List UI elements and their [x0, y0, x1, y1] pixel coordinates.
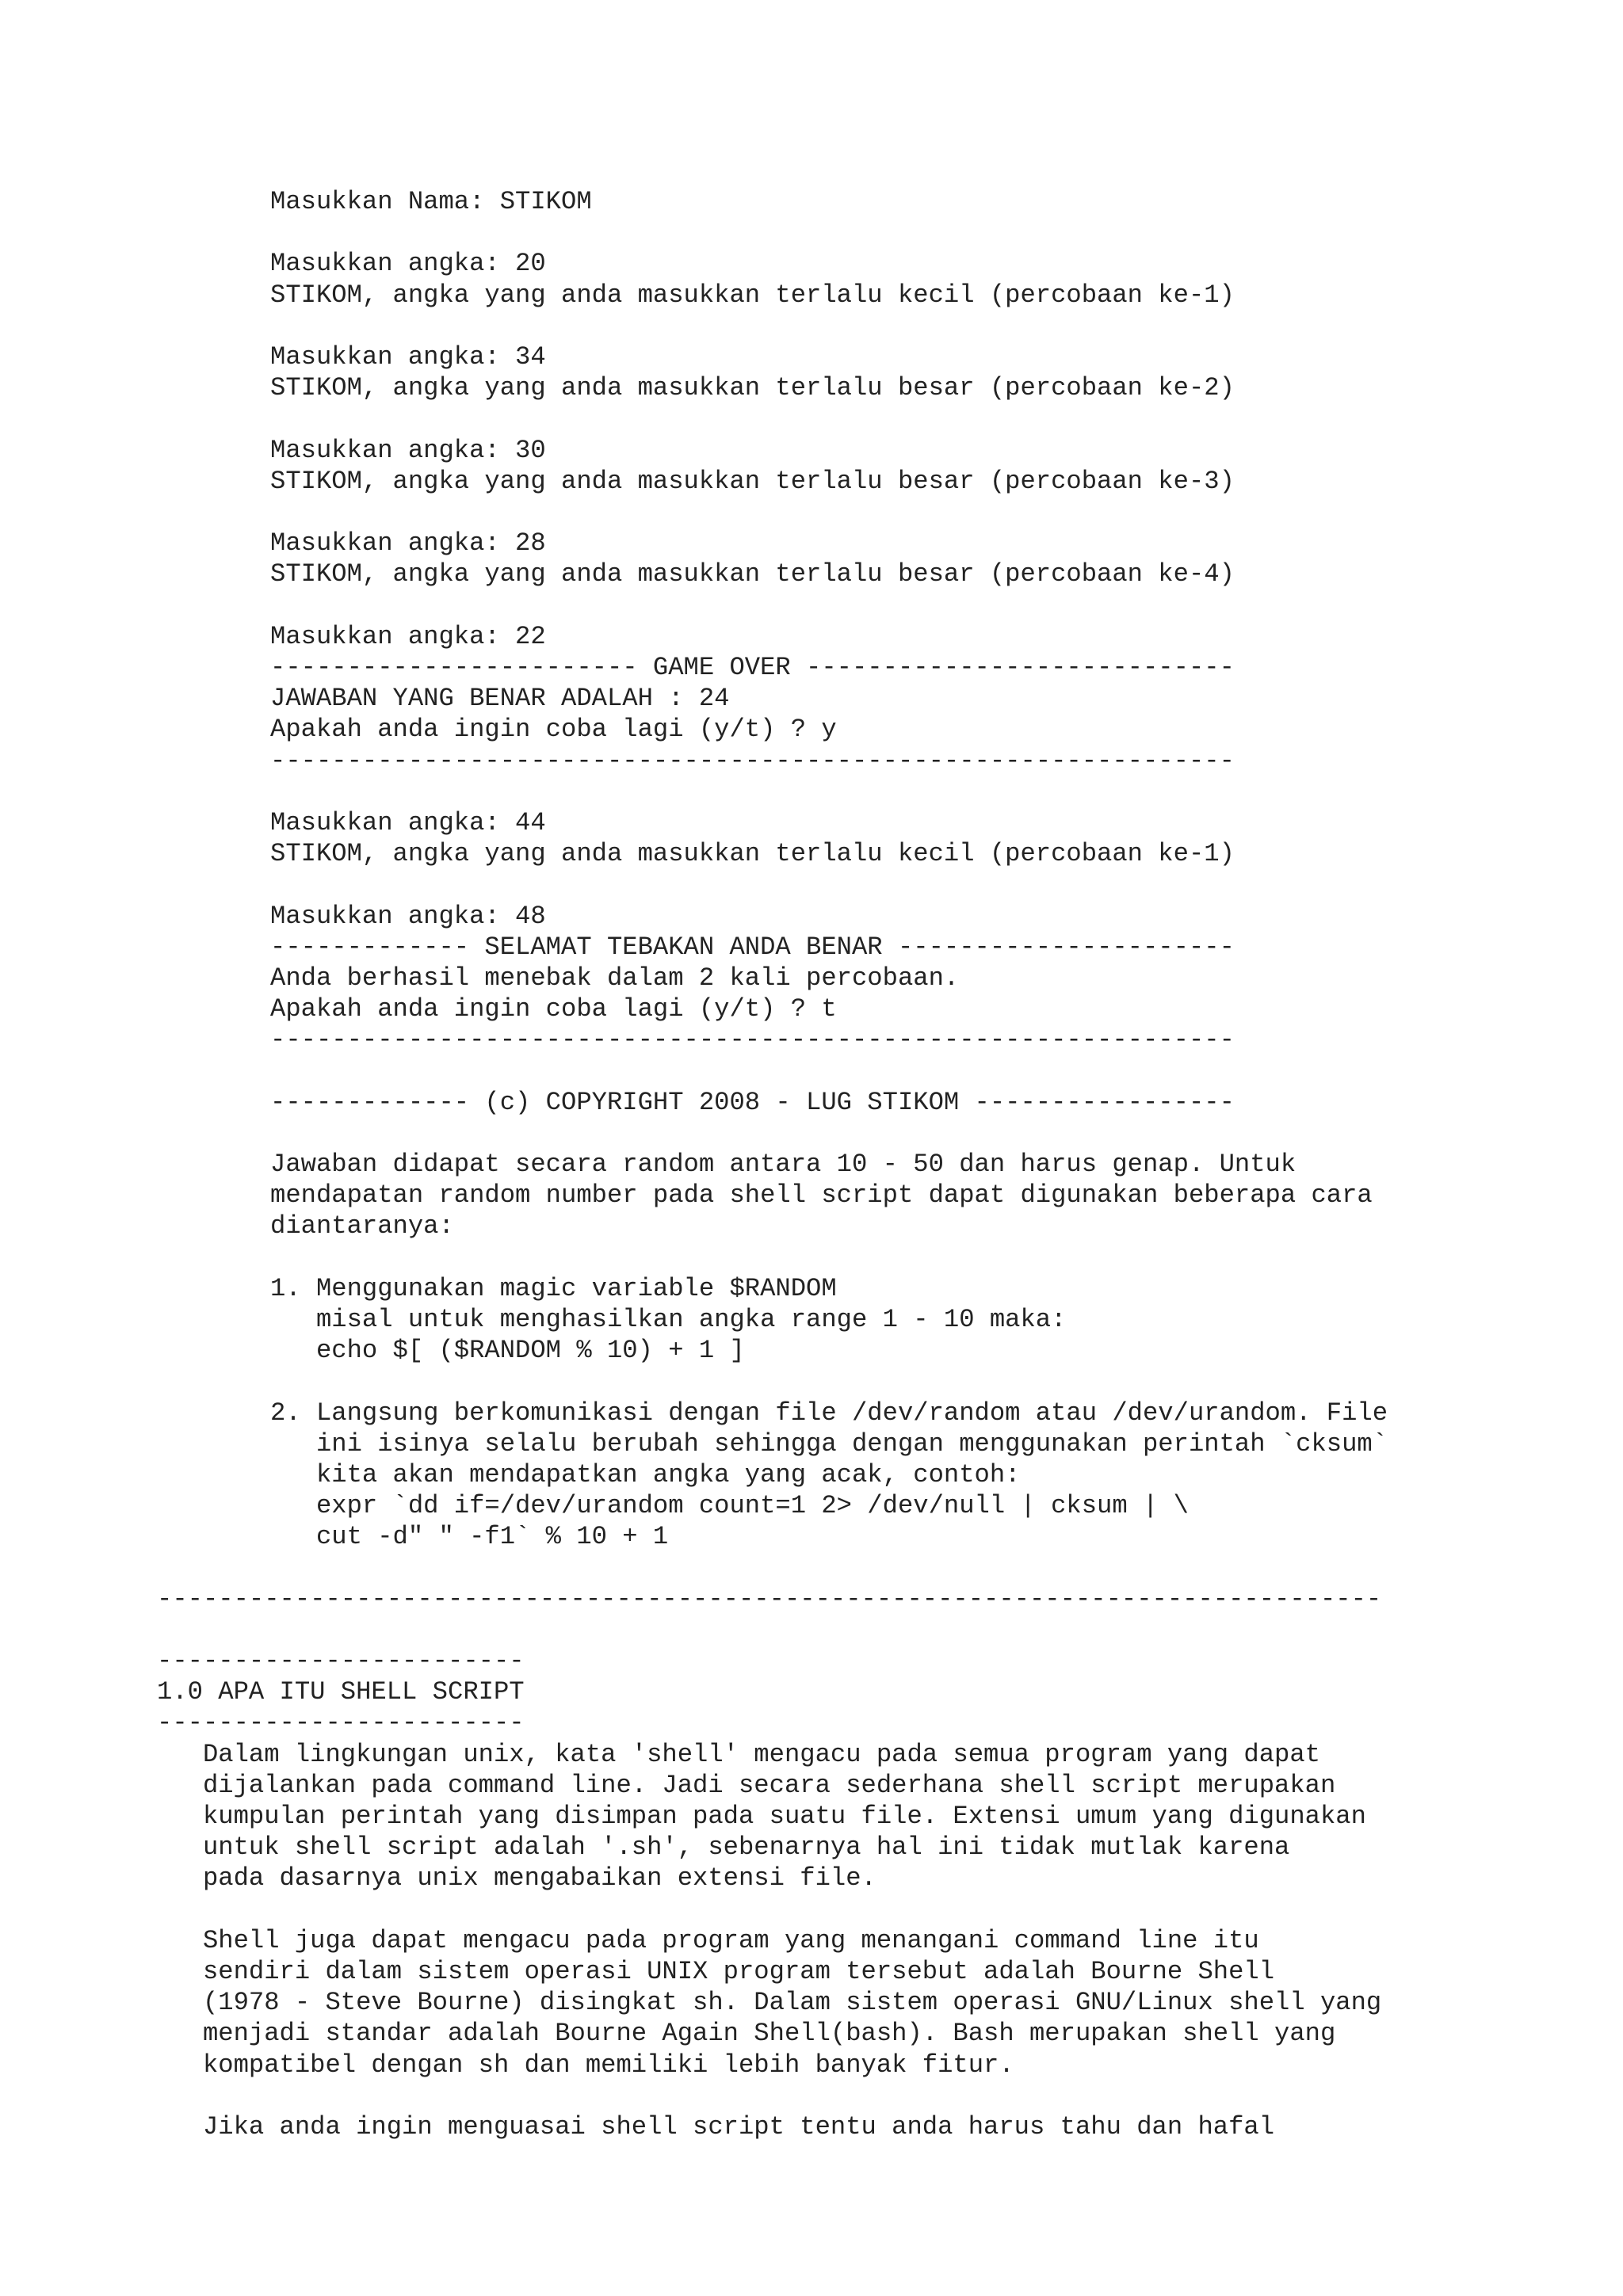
terminal-session-output: Masukkan Nama: STIKOM Masukkan angka: 20 STIKOM, angka yang anda masukkan terlalu kecil (percobaan ke-1) Masukkan angka: 34 STIKOM, angka yang anda masukkan terlalu besar (percobaan ke-2) Masukkan angka: 30 STIKOM, angka yang anda masukkan terlalu besar (percobaan ke-3) Masukkan angka: 28 STIKOM, angka yang anda masukkan terlalu besar (percobaan ke-4) Masukkan angka: 22 ------------------------ GAME OVER ---------------------------- JAWABAN YANG BENAR ADALAH : 24 Apakah anda ingin coba lagi (y/t) ? y --------------------------------------------------------------- Masukkan angka: 44 STIKOM, angka yang anda masukkan terlalu kecil (percobaan ke-1) Masukkan angka: 48 ------------- SELAMAT TEBAKAN ANDA BENAR ---------------------- Anda berhasil menebak dalam 2 kali percobaan. Apakah anda ingin coba lagi (y/t) ? t --------------------------------------------------------------- ------------- (c) COPYRIGHT 2008 - LUG STIKOM ----------------- — [270, 187, 1235, 1117]
section-divider: -------------------------------------------------------------------------------- — [157, 1585, 1382, 1614]
random-number-explanation: Jawaban didapat secara random antara 10 - 50 dan harus genap. Untuk mendapatan random number pada shell script dapat digunakan beberapa cara diantaranya: 1. Menggunakan magic variable $RANDOM misal untuk menghasilkan angka range 1 - 10 maka: echo $[ ($RANDOM % 10) + 1 ] 2. Langsung berkomunikasi dengan file /dev/random atau /dev/urandom. File ini isinya selalu berubah sehingga dengan menggunakan perintah `cksum` kita akan mendapatkan angka yang acak, contoh: expr `dd if=/dev/urandom count=1 2> /dev/null | cksum | \ cut -d" " -f1` % 10 + 1 — [270, 1150, 1388, 1552]
shell-script-section: ------------------------ 1.0 APA ITU SHELL SCRIPT ------------------------ Dalam lingkungan unix, kata 'shell' mengacu pada semua program yang dapat dijalankan pada command line. Jadi secara sederhana shell script merupakan kumpulan perintah yang disimpan pada suatu file. Extensi umum yang digunakan untuk shell script adalah '.sh', sebenarnya hal ini tidak mutlak karena pada dasarnya unix mengabaikan extensi file. Shell juga dapat mengacu pada program yang menangani command line itu sendiri dalam sistem operasi UNIX program tersebut adalah Bourne Shell (1978 - Steve Bourne) disingkat sh. Dalam sistem operasi GNU/Linux shell yang menjadi standar adalah Bourne Again Shell(bash). Bash merupakan shell yang kompatibel dengan sh dan memiliki lebih banyak fitur. Jika anda ingin menguasai shell script tentu anda harus tahu dan hafal — [157, 1646, 1382, 2142]
